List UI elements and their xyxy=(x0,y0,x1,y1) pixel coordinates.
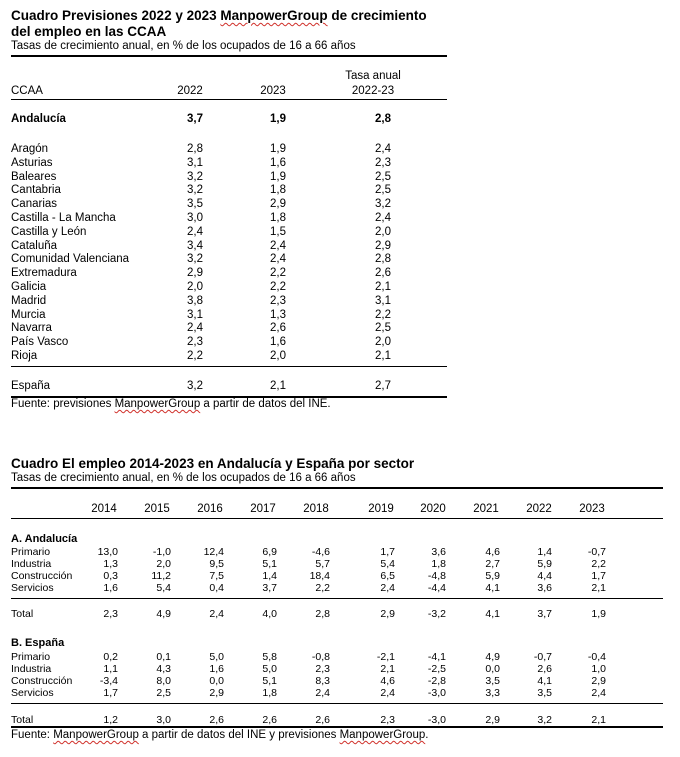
table2-cell: -0,7 xyxy=(587,546,606,558)
table2-cell: 8,3 xyxy=(315,675,330,687)
table2-cell: 1,0 xyxy=(591,663,606,675)
table1-highlight-2023: 1,9 xyxy=(270,113,286,125)
table2-cell: 0,2 xyxy=(103,651,118,663)
table1-row-2023: 1,9 xyxy=(270,143,286,155)
table1-row-tasa: 2,1 xyxy=(375,281,391,293)
table1-total-2023: 2,1 xyxy=(270,380,286,392)
table1-total-2022: 3,2 xyxy=(187,380,203,392)
table2-cell: 1,6 xyxy=(103,582,118,594)
table1-row-name: País Vasco xyxy=(11,336,69,349)
table2-total-cell: 3,2 xyxy=(537,714,552,726)
table1-row-tasa: 2,5 xyxy=(375,170,391,183)
table2-cell: 4,9 xyxy=(485,651,500,663)
table2-cell: 2,4 xyxy=(315,687,330,699)
table2-cell: 3,5 xyxy=(537,687,552,699)
table2-row-label: Industria xyxy=(11,663,52,675)
table1-header-tasa-line2: 2022-23 xyxy=(351,85,395,97)
table1-subtitle: Tasas de crecimiento anual, en % de los ocupados de 16 a 66 años xyxy=(11,40,356,52)
table1-row-name: Extremadura xyxy=(11,267,77,280)
table2-cell: 5,8 xyxy=(262,651,277,663)
table1-row-2022: 3,1 xyxy=(187,156,203,169)
table1-row-2023: 1,6 xyxy=(270,336,286,349)
table1-row-name: Galicia xyxy=(11,281,47,293)
table1-row-tasa: 2,5 xyxy=(375,184,391,197)
table2-cell: 5,0 xyxy=(262,663,277,675)
table1-highlight-tasa: 2,8 xyxy=(375,113,391,125)
table2-cell: 2,4 xyxy=(591,687,606,699)
table1-row-2022: 3,0 xyxy=(187,212,203,224)
table2-row-label: Construcción xyxy=(11,570,73,582)
table2-cell: -0,4 xyxy=(587,651,606,663)
table2-total-cell: 2,3 xyxy=(103,608,118,620)
table1-row-2023: 1,6 xyxy=(270,156,286,169)
table2-bottom-rule xyxy=(11,726,663,728)
table2-total-cell: 2,1 xyxy=(591,714,606,726)
table2-row-label: Servicios xyxy=(11,582,54,594)
table2-year-header: 2015 xyxy=(144,503,170,515)
table1-row-tasa: 2,0 xyxy=(375,336,391,349)
table2-cell: 13,0 xyxy=(97,546,118,558)
table2-cell: -4,1 xyxy=(427,651,446,663)
table1-row-2022: 3,2 xyxy=(187,184,203,197)
table1-row-tasa: 2,0 xyxy=(375,225,391,238)
table1-total-rule xyxy=(11,366,447,367)
table2-total-cell: 2,6 xyxy=(315,714,330,726)
table2-year-header: 2019 xyxy=(368,503,394,515)
table1-row-2022: 3,4 xyxy=(187,239,203,252)
table2-total-cell: 4,0 xyxy=(262,608,277,620)
table1-row-name: Canarias xyxy=(11,198,58,211)
table2-cell: 0,3 xyxy=(103,570,118,582)
table1-row-name: Cantabria xyxy=(11,184,61,197)
table2-cell: 0,0 xyxy=(209,675,224,687)
table2-cell: 5,9 xyxy=(485,570,500,582)
table2-cell: 18,4 xyxy=(309,570,330,582)
table1-row-tasa: 2,4 xyxy=(375,143,391,155)
table2-total-rule xyxy=(11,703,663,704)
table2-cell: 5,1 xyxy=(262,558,277,570)
table2-cell: -3,0 xyxy=(427,687,446,699)
table2-year-header: 2016 xyxy=(197,503,223,515)
table1-row-2022: 2,4 xyxy=(187,322,203,335)
table2-cell: 5,4 xyxy=(156,582,171,594)
table2-total-cell: 2,6 xyxy=(209,714,224,726)
table1-row-2022: 2,9 xyxy=(187,267,203,280)
table2-total-cell: 2,3 xyxy=(380,714,395,726)
table2-cell: 1,7 xyxy=(103,687,118,699)
table2-year-header: 2023 xyxy=(579,503,605,515)
table2-cell: 2,1 xyxy=(380,663,395,675)
table1-row-2023: 1,3 xyxy=(270,308,286,321)
table2-total-label: Total xyxy=(11,714,34,726)
table2-cell: -4,4 xyxy=(427,582,446,594)
table2-row-label: Construcción xyxy=(11,675,73,687)
table2-cell: 2,2 xyxy=(315,582,330,594)
table2-year-header: 2021 xyxy=(473,503,499,515)
table1-row-tasa: 2,5 xyxy=(375,322,391,335)
table1-row-name: Castilla - La Mancha xyxy=(11,212,116,224)
table2-cell: 1,1 xyxy=(103,663,118,675)
table1-highlight-2022: 3,7 xyxy=(187,113,203,125)
table1-row-2023: 1,9 xyxy=(270,170,286,183)
table2-total-cell: 2,9 xyxy=(380,608,395,620)
table1-row-name: Aragón xyxy=(11,143,49,155)
table2-header-rule xyxy=(11,518,663,519)
table2-cell: 2,1 xyxy=(591,582,606,594)
table1-row-2022: 3,5 xyxy=(187,198,203,211)
table1-row-tasa: 2,9 xyxy=(375,239,391,252)
table2-total-cell: 2,4 xyxy=(209,608,224,620)
table2-total-cell: 4,9 xyxy=(156,608,171,620)
table2-cell: 0,0 xyxy=(485,663,500,675)
table2-total-cell: -3,2 xyxy=(427,608,446,620)
table1-row-name: Rioja xyxy=(11,350,38,362)
table2-cell: 3,5 xyxy=(485,675,500,687)
table2-cell: 1,8 xyxy=(431,558,446,570)
table2-top-rule xyxy=(11,487,663,489)
table2-cell: 5,4 xyxy=(380,558,395,570)
table2-cell: 0,4 xyxy=(209,582,224,594)
table2-cell: 1,4 xyxy=(262,570,277,582)
table1-row-name: Navarra xyxy=(11,322,52,335)
table1-row-2022: 2,0 xyxy=(187,281,203,293)
table1-total-name: España xyxy=(11,380,51,392)
table2-cell: 1,6 xyxy=(209,663,224,675)
table2-year-header: 2014 xyxy=(91,503,117,515)
table2-cell: 8,0 xyxy=(156,675,171,687)
table2-cell: 5,7 xyxy=(315,558,330,570)
table2-cell: -3,4 xyxy=(99,675,118,687)
table2-cell: 2,6 xyxy=(537,663,552,675)
table1-row-2022: 3,8 xyxy=(187,294,203,307)
table2-source-part: a partir de datos del INE y previsiones xyxy=(138,729,340,741)
table2-total-cell: -3,0 xyxy=(427,714,446,726)
table2-total-cell: 2,9 xyxy=(485,714,500,726)
table1-row-2023: 1,8 xyxy=(270,184,286,197)
table2-cell: 5,1 xyxy=(262,675,277,687)
table2-title: Cuadro El empleo 2014-2023 en Andalucía y España por sector xyxy=(11,456,415,471)
table2-cell: -2,1 xyxy=(376,651,395,663)
table2-cell: 9,5 xyxy=(209,558,224,570)
table2-cell: 1,4 xyxy=(537,546,552,558)
table2-total-cell: 1,2 xyxy=(103,714,118,726)
table1-row-tasa: 2,8 xyxy=(375,253,391,266)
table2-cell: 4,1 xyxy=(485,582,500,594)
table1-highlight-name: Andalucía xyxy=(11,113,66,125)
table2-cell: 4,3 xyxy=(156,663,171,675)
table2-cell: 2,2 xyxy=(591,558,606,570)
table2-cell: 6,5 xyxy=(380,570,395,582)
table2-cell: 5,0 xyxy=(209,651,224,663)
table2-subtitle: Tasas de crecimiento anual, en % de los ocupados de 16 a 66 años xyxy=(11,472,356,484)
table2-cell: 2,4 xyxy=(380,582,395,594)
table2-cell: 5,9 xyxy=(537,558,552,570)
table1-row-2023: 1,5 xyxy=(270,225,286,238)
table2-year-header: 2017 xyxy=(250,503,276,515)
table1-row-2022: 2,3 xyxy=(187,336,203,349)
table2-cell: 12,4 xyxy=(203,546,224,558)
table1-row-name: Cataluña xyxy=(11,239,58,252)
table2-year-header: 2018 xyxy=(303,503,329,515)
table1-header-rule xyxy=(11,99,447,100)
table2-total-rule xyxy=(11,598,663,599)
table1-header-ccaa: CCAA xyxy=(11,85,43,97)
table2-cell: 11,2 xyxy=(151,570,171,582)
table2-source-brand: ManpowerGroup xyxy=(339,729,426,741)
table2-cell: 1,8 xyxy=(262,687,277,699)
table1-row-2023: 2,4 xyxy=(270,253,286,266)
table2-cell: 2,9 xyxy=(209,687,224,699)
table1-source-brand: ManpowerGroup xyxy=(114,398,201,410)
table1-header-tasa-line1: Tasa anual xyxy=(345,70,401,82)
table1-title xyxy=(11,8,427,40)
table1-row-name: Madrid xyxy=(11,294,47,307)
table1-row-tasa: 2,1 xyxy=(375,350,391,362)
table2-cell: -1,0 xyxy=(152,546,171,558)
table2-cell: 1,7 xyxy=(591,570,606,582)
table2-source-part: Fuente: xyxy=(11,729,54,741)
table2-cell: 3,6 xyxy=(431,546,446,558)
table2-cell: 2,7 xyxy=(485,558,500,570)
table1-row-2022: 2,8 xyxy=(187,143,203,155)
table2-cell: 2,3 xyxy=(315,663,330,675)
table2-year-header: 2020 xyxy=(420,503,446,515)
table1-title-part: Cuadro Previsiones 2022 y 2023 xyxy=(11,8,221,23)
table2-cell: -4,6 xyxy=(311,546,330,558)
table1-top-rule xyxy=(11,55,447,57)
table1-row-tasa: 3,2 xyxy=(375,198,391,211)
table1-row-tasa: 3,1 xyxy=(375,294,391,307)
table2-cell: -0,7 xyxy=(533,651,552,663)
table2-cell: -2,5 xyxy=(427,663,446,675)
table1-row-2022: 3,2 xyxy=(187,253,203,266)
table2-cell: 4,4 xyxy=(537,570,552,582)
table2-cell: 7,5 xyxy=(209,570,224,582)
table1-row-2023: 2,4 xyxy=(270,239,286,252)
table1-title-line2: del empleo en las CCAA xyxy=(11,24,167,39)
table1-row-tasa: 2,6 xyxy=(375,267,391,280)
table2-row-label: Servicios xyxy=(11,687,54,699)
table1-header-2023: 2023 xyxy=(260,85,286,97)
table2-row-label: Primario xyxy=(11,651,51,663)
table1-row-2022: 3,2 xyxy=(187,170,203,183)
table2-total-cell: 1,9 xyxy=(591,608,606,620)
table2-cell: 4,6 xyxy=(485,546,500,558)
table2-year-header: 2022 xyxy=(526,503,552,515)
table1-row-name: Comunidad Valenciana xyxy=(11,253,130,266)
table2-cell: 2,4 xyxy=(380,687,395,699)
table1-row-2023: 2,3 xyxy=(270,294,286,307)
table2-cell: 3,3 xyxy=(485,687,500,699)
table2-total-cell: 2,8 xyxy=(315,608,330,620)
table1-row-2023: 2,0 xyxy=(270,350,286,362)
table2-row-label: Primario xyxy=(11,546,51,558)
table1-row-2023: 1,8 xyxy=(270,212,286,224)
table2-cell: 6,9 xyxy=(262,546,277,558)
table2-row-label: Industria xyxy=(11,558,52,570)
table1-row-2023: 2,9 xyxy=(270,198,286,211)
table2-cell: 1,3 xyxy=(103,558,118,570)
table1-row-tasa: 2,4 xyxy=(375,212,391,224)
table2-cell: 3,6 xyxy=(537,582,552,594)
table2-total-cell: 2,6 xyxy=(262,714,277,726)
table2-section-name: A. Andalucía xyxy=(11,533,78,545)
table1-source-part: Fuente: previsiones xyxy=(11,398,115,410)
table2-total-label: Total xyxy=(11,608,34,620)
table2-cell: -0,8 xyxy=(311,651,330,663)
table2-cell: 1,7 xyxy=(380,546,395,558)
table1-title-brand: ManpowerGroup xyxy=(220,8,328,23)
table2-cell: 4,1 xyxy=(537,675,552,687)
table2-cell: -2,8 xyxy=(427,675,446,687)
table1-row-name: Castilla y León xyxy=(11,225,87,238)
table1-source xyxy=(11,398,331,410)
table2-total-cell: 3,7 xyxy=(537,608,552,620)
table1-row-2022: 2,4 xyxy=(187,225,203,238)
table2-source xyxy=(11,729,428,741)
table1-row-2022: 3,1 xyxy=(187,308,203,321)
table1-title-part: de crecimiento xyxy=(327,8,427,23)
table1-row-name: Murcia xyxy=(11,308,46,321)
table2-section-name: B. España xyxy=(11,637,65,649)
table2-total-cell: 4,1 xyxy=(485,608,500,620)
table1-row-2023: 2,2 xyxy=(270,267,286,280)
table1-source-part: a partir de datos del INE. xyxy=(200,398,331,410)
table1-row-name: Baleares xyxy=(11,170,57,183)
table2-cell: 2,9 xyxy=(591,675,606,687)
table1-header-2022: 2022 xyxy=(177,85,203,97)
table2-source-brand: ManpowerGroup xyxy=(53,729,139,741)
table1-row-2023: 2,2 xyxy=(270,281,286,293)
table1-row-name: Asturias xyxy=(11,156,53,169)
table2-cell: 3,7 xyxy=(262,582,277,594)
table2-cell: 0,1 xyxy=(156,651,171,663)
table1-row-2023: 2,6 xyxy=(270,322,286,335)
table2-cell: -4,8 xyxy=(427,570,446,582)
table2-cell: 4,6 xyxy=(380,675,395,687)
table1-row-2022: 2,2 xyxy=(187,350,203,362)
table2-cell: 2,0 xyxy=(156,558,171,570)
table1-row-tasa: 2,3 xyxy=(375,156,391,169)
table2-source-part: . xyxy=(425,729,429,741)
table1-total-tasa: 2,7 xyxy=(375,380,391,392)
table2-cell: 2,5 xyxy=(156,687,171,699)
table1-row-tasa: 2,2 xyxy=(375,308,391,321)
table2-total-cell: 3,0 xyxy=(156,714,171,726)
